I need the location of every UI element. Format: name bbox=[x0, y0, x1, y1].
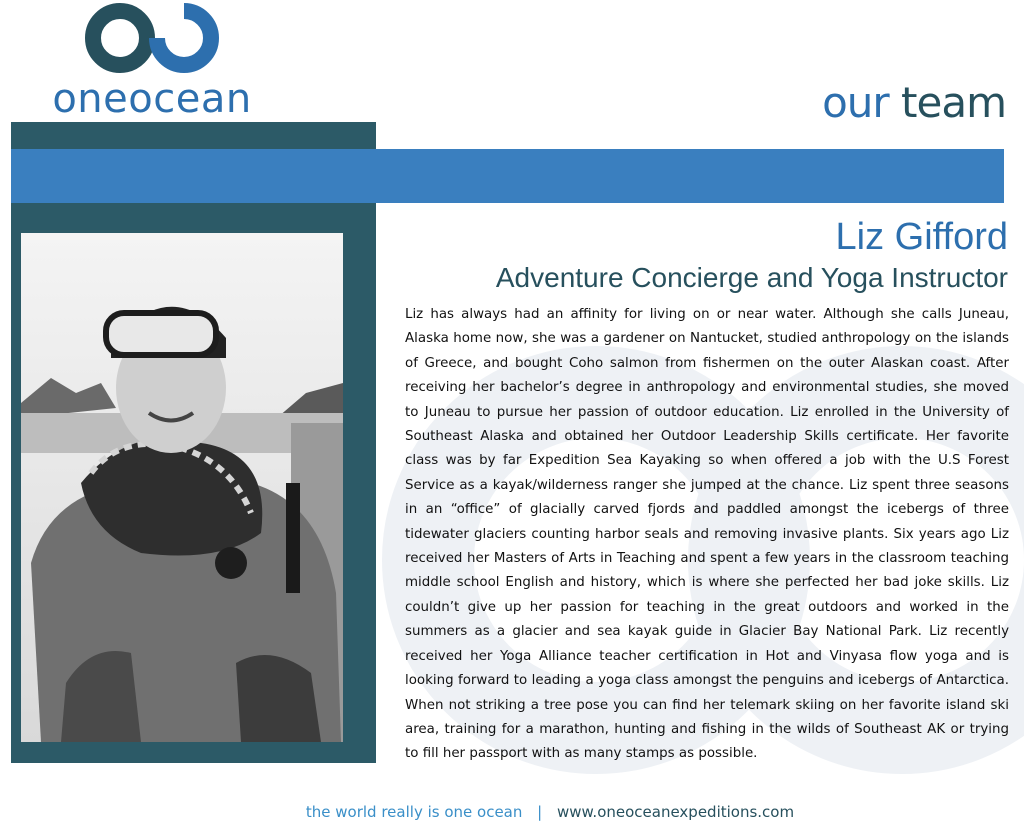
oneocean-logo-icon bbox=[84, 2, 220, 74]
brand-name: oneocean bbox=[52, 76, 252, 122]
profile-name: Liz Gifford bbox=[835, 216, 1008, 258]
footer-website-link[interactable]: www.oneoceanexpeditions.com bbox=[557, 803, 795, 821]
profile-role: Adventure Concierge and Yoga Instructor bbox=[495, 262, 1008, 293]
portrait-photo-icon bbox=[21, 233, 343, 742]
portrait-photo bbox=[21, 233, 343, 742]
footer bbox=[0, 803, 1024, 821]
footer-separator: | bbox=[537, 803, 543, 821]
header-band bbox=[11, 149, 1004, 203]
brand-logo[interactable] bbox=[26, 2, 278, 120]
title-word-our: our bbox=[822, 78, 889, 127]
title-word-team: team bbox=[901, 78, 1006, 127]
page-title bbox=[822, 78, 1006, 127]
profile-bio: Liz has always had an affinity for living on or near water. Although she calls Juneau, Alaska home now, she was a gardener on Nantucket, studied anthropology on the islands of Greece, and bought Coho salmon from fishermen on the outer Alaskan coast. After receiving her bachelor’s degree in anthropology and environmental studies, she moved to Juneau to pursue her passion of outdoor education. Liz enrolled in the University of Southeast Alaska and obtained her Outdoor Leadership Skills certificate. Her favorite class was by far Expedition Sea Kayaking so when offered a job with the U.S Forest Service as a kayak/wilderness ranger she jumped at the chance. Liz spent three seasons in an “office” of glacially carved fjords and paddled amongst the icebergs of three tidewater glaciers counting harbor seals and removing invasive plants. Six years ago Liz received her Masters of Arts in Teaching and spent a few years in the classroom teaching middle school English and history, which is where she perfected her bad joke skills. Liz couldn’t give up her passion for teaching in the great outdoors and worked in the summers as a glacier and sea kayak guide in Glacier Bay National Park. Liz recently received her Yoga Alliance teacher certification in Hot and Vinyasa flow yoga and is looking forward to leading a yoga class amongst the penguins and icebergs of Antarctica. When not striking a tree pose you can find her telemark skiing on her favorite island ski area, training for a marathon, hunting and fishing in the wilds of Southeast AK or trying to fill her passport with as many stamps as possible. bbox=[405, 307, 1009, 762]
footer-tagline: the world really is one ocean bbox=[305, 803, 523, 821]
